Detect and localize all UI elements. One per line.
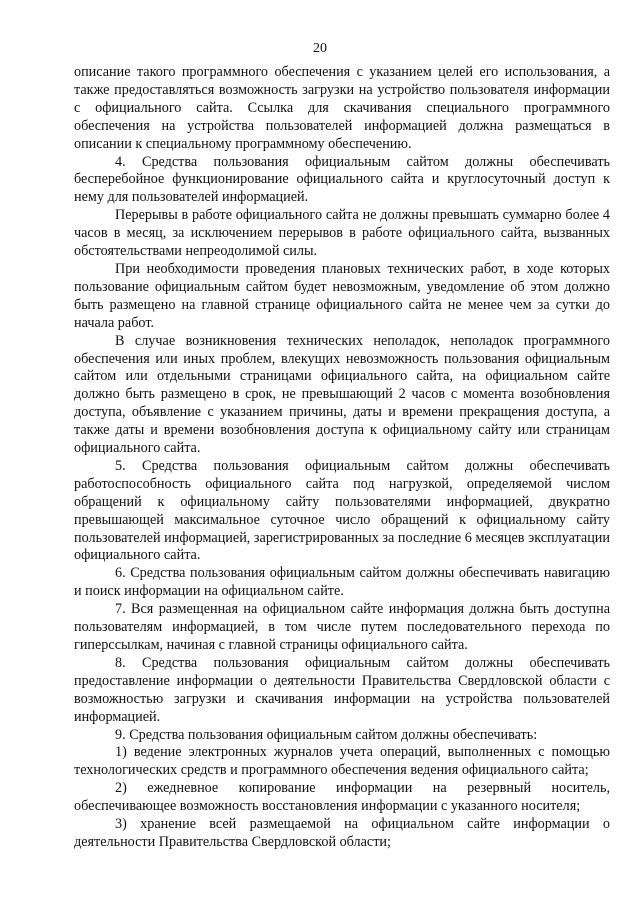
paragraph: 5. Средства пользования официальным сайтом должны обеспечивать работоспособность официального сайта под нагрузкой, определяемой числом обращений к официальному сайту пользователями информацией, двукратно превышающей максимальное суточное число обращений к официальному сайту пользователей информацией, зарегистрированных за последние 6 месяцев эксплуатации официального сайта. bbox=[74, 457, 610, 564]
list-item: 3) хранение всей размещаемой на официальном сайте информации о деятельности Правительства Свердловской области; bbox=[74, 816, 610, 850]
paragraph: Перерывы в работе официального сайта не должны превышать суммарно более 4 часов в месяц, за исключением перерывов в работе официального сайта, вызванных обстоятельствами непреодолимой силы. bbox=[74, 207, 610, 260]
document-body bbox=[74, 64, 610, 852]
paragraph: 7. Вся размещенная на официальном сайте информация должна быть доступна пользователям информацией, в том числе путем последовательного перехода по гиперссылкам, начиная с главной страницы официального сайта. bbox=[74, 601, 610, 653]
paragraph: 4. Средства пользования официальным сайтом должны обеспечивать бесперебойное функционирование официального сайта и круглосуточный доступ к нему для пользователей информацией. bbox=[74, 153, 610, 206]
paragraph: описание такого программного обеспечения с указанием целей его использования, а также предоставляться возможность загрузки на устройство пользователя информации с официального сайта. Ссылка для скачивания специального программного обеспечения на устройства пользователей информацией должна размещаться в описании к специальному программному обеспечению. bbox=[74, 64, 610, 152]
list-item: 1) ведение электронных журналов учета операций, выполненных с помощью технологических средств и программного обеспечения ведения официального сайта; bbox=[74, 744, 610, 779]
paragraph: В случае возникновения технических неполадок, неполадок программного обеспечения или иных проблем, влекущих невозможность пользования официальным сайтом или отдельными страницами официального сайта, на официальном сайте должно быть размещено в срок, не превышающий 2 часов с момента возобновления доступа, объявление с указанием причины, даты и времени прекращения доступа, а также даты и времени возобновления доступа к официальному сайту или страницам официального сайта. bbox=[74, 332, 610, 457]
paragraph: 6. Средства пользования официальным сайтом должны обеспечивать навигацию и поиск информации на официальном сайте. bbox=[74, 565, 610, 600]
page-number: 20 bbox=[313, 41, 327, 56]
paragraph: 9. Средства пользования официальным сайтом должны обеспечивать: bbox=[115, 726, 538, 743]
list-item: 2) ежедневное копирование информации на резервный носитель, обеспечивающее возможность восстановления информации с указанного носителя; bbox=[74, 780, 610, 815]
paragraph: При необходимости проведения плановых технических работ, в ходе которых пользование официальным сайтом будет невозможным, уведомление об этом должно быть размещено на главной странице официального сайта не менее чем за сутки до начала работ. bbox=[74, 260, 610, 331]
paragraph: 8. Средства пользования официальным сайтом должны обеспечивать предоставление информации о деятельности Правительства Свердловской области с возможностью загрузки и скачивания информации на устройства пользователей информацией. bbox=[74, 654, 610, 725]
